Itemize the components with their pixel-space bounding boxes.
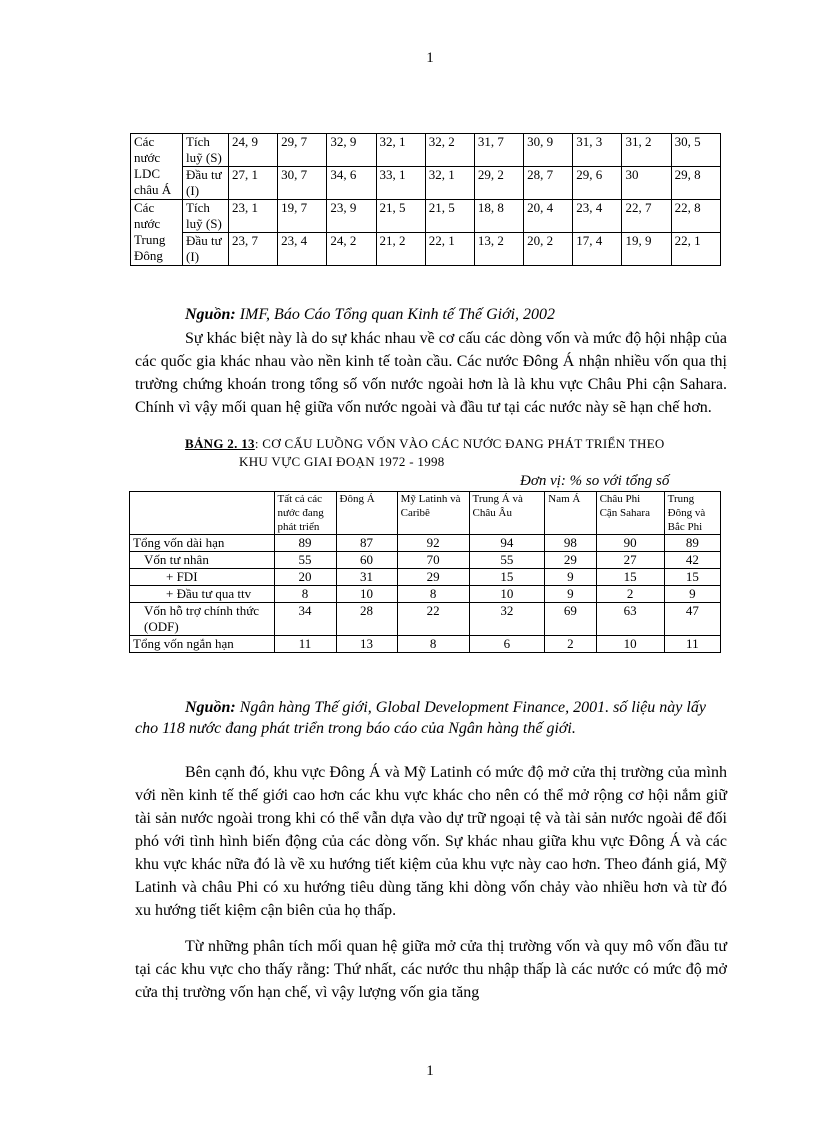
value-cell: 10	[336, 586, 397, 603]
value-cell: 42	[664, 552, 720, 569]
page-number-top: 1	[426, 50, 434, 66]
row-label: Tổng vốn dài hạn	[130, 535, 275, 552]
row-label: Vốn tư nhân	[130, 552, 275, 569]
value-cell: 13, 2	[474, 233, 523, 266]
value-cell: 60	[336, 552, 397, 569]
value-cell: 10	[469, 586, 545, 603]
value-cell: 15	[469, 569, 545, 586]
value-cell: 47	[664, 603, 720, 636]
value-cell: 15	[664, 569, 720, 586]
value-cell: 20, 2	[524, 233, 573, 266]
row-label: Vốn hỗ trợ chính thức (ODF)	[130, 603, 275, 636]
table-row	[130, 535, 721, 552]
header-cell: Đông Á	[336, 492, 397, 535]
value-cell: 27	[596, 552, 664, 569]
paragraph-1	[135, 327, 727, 419]
value-cell: 23, 4	[278, 233, 327, 266]
value-cell: 32, 1	[376, 134, 425, 167]
value-cell: 32, 9	[327, 134, 376, 167]
table-row	[131, 233, 721, 266]
value-cell: 29, 6	[573, 167, 622, 200]
value-cell: 15	[596, 569, 664, 586]
value-cell: 24, 2	[327, 233, 376, 266]
value-cell: 63	[596, 603, 664, 636]
table-row	[131, 200, 721, 233]
paragraph-text: Sự khác biệt này là do sự khác nhau về cơ cấu các dòng vốn và mức độ hội nhập của các quốc gia khác nhau vào nền kinh tế toàn cầu. Các nước Đông Á nhận nhiều vốn qua thị trường chứng khoán trong tổng số vốn nước ngoài hơn là là khu vực Châu Phi cận Sahara. Chính vì vậy mối quan hệ giữa vốn nước ngoài và đầu tư tại các nước này sẽ hạn chế hơn.	[135, 330, 727, 416]
value-cell: 23, 7	[228, 233, 277, 266]
value-cell: 18, 8	[474, 200, 523, 233]
caption-line-2: KHU VỰC GIAI ĐOẠN 1972 - 1998	[239, 454, 445, 469]
region-cell: Các nước LDC châu Á	[131, 134, 183, 200]
value-cell: 94	[469, 535, 545, 552]
table-row	[131, 167, 721, 200]
caption-line-1: : CƠ CẤU LUỒNG VỐN VÀO CÁC NƯỚC ĐANG PHÁT TRIỂN THEO	[254, 436, 665, 451]
table-row	[130, 636, 721, 653]
source-note-1	[185, 306, 555, 324]
value-cell: 20	[274, 569, 336, 586]
value-cell: 28	[336, 603, 397, 636]
value-cell: 23, 4	[573, 200, 622, 233]
table-row	[130, 569, 721, 586]
value-cell: 19, 7	[278, 200, 327, 233]
value-cell: 27, 1	[228, 167, 277, 200]
value-cell: 32, 1	[425, 167, 474, 200]
value-cell: 30, 9	[524, 134, 573, 167]
header-cell: Châu Phi Cận Sahara	[596, 492, 664, 535]
type-cell: Đầu tư (I)	[183, 167, 229, 200]
value-cell: 8	[397, 586, 469, 603]
value-cell: 21, 2	[376, 233, 425, 266]
value-cell: 70	[397, 552, 469, 569]
value-cell: 23, 1	[228, 200, 277, 233]
table-row	[131, 134, 721, 167]
value-cell: 34, 6	[327, 167, 376, 200]
unit-note: Đơn vị: % so với tổng số	[520, 473, 670, 489]
value-cell: 22	[397, 603, 469, 636]
value-cell: 9	[545, 569, 596, 586]
value-cell: 32, 2	[425, 134, 474, 167]
table-caption	[185, 435, 665, 471]
value-cell: 8	[274, 586, 336, 603]
value-cell: 31	[336, 569, 397, 586]
caption-label: BẢNG 2. 13	[185, 436, 255, 451]
value-cell: 24, 9	[228, 134, 277, 167]
header-cell-empty	[130, 492, 275, 535]
value-cell: 30, 5	[671, 134, 720, 167]
value-cell: 69	[545, 603, 596, 636]
value-cell: 31, 2	[622, 134, 671, 167]
value-cell: 22, 7	[622, 200, 671, 233]
source-label: Nguồn:	[185, 306, 236, 323]
table-row	[130, 603, 721, 636]
paragraph-3	[135, 935, 727, 1004]
type-cell: Tích luỹ (S)	[183, 134, 229, 167]
type-cell: Tích luỹ (S)	[183, 200, 229, 233]
paragraph-text: Bên cạnh đó, khu vực Đông Á và Mỹ Latinh có mức độ mở cửa thị trường của mình với nền kinh tế thế giới cao hơn các khu vực khác cho nên có thể mở rộng cơ hội nắm giữ tài sản nước ngoài trong khi có thể vẫn dựa vào dự trữ ngoại tệ và tài sản nước ngoài để đối phó với tình hình biến động của các dòng vốn. Sự khác nhau giữa khu vực Đông Á và các khu vực khác nữa đó là về xu hướng tiết kiệm của khu vực này cao hơn. Theo đánh giá, Mỹ Latinh và châu Phi có xu hướng tiêu dùng tăng khi dòng vốn chảy vào nhiều hơn và từ đó xu hướng tiết kiệm cận biên của họ thấp.	[135, 764, 727, 919]
header-cell: Tất cả các nước đang phát triển	[274, 492, 336, 535]
page-number-bottom: 1	[426, 1063, 434, 1079]
value-cell: 55	[274, 552, 336, 569]
value-cell: 29, 8	[671, 167, 720, 200]
value-cell: 28, 7	[524, 167, 573, 200]
value-cell: 55	[469, 552, 545, 569]
value-cell: 33, 1	[376, 167, 425, 200]
value-cell: 13	[336, 636, 397, 653]
value-cell: 17, 4	[573, 233, 622, 266]
value-cell: 34	[274, 603, 336, 636]
table-row	[130, 586, 721, 603]
value-cell: 31, 3	[573, 134, 622, 167]
value-cell: 8	[397, 636, 469, 653]
value-cell: 19, 9	[622, 233, 671, 266]
table-row	[130, 552, 721, 569]
value-cell: 9	[545, 586, 596, 603]
value-cell: 10	[596, 636, 664, 653]
table-header-row	[130, 492, 721, 535]
value-cell: 6	[469, 636, 545, 653]
value-cell: 90	[596, 535, 664, 552]
value-cell: 11	[664, 636, 720, 653]
region-cell: Các nước Trung Đông	[131, 200, 183, 266]
row-label: + FDI	[130, 569, 275, 586]
value-cell: 23, 9	[327, 200, 376, 233]
value-cell: 22, 1	[671, 233, 720, 266]
source-note-2	[135, 697, 727, 739]
paragraph-2	[135, 761, 727, 922]
value-cell: 20, 4	[524, 200, 573, 233]
row-label: Tổng vốn ngắn hạn	[130, 636, 275, 653]
header-cell: Trung Á và Châu Âu	[469, 492, 545, 535]
value-cell: 9	[664, 586, 720, 603]
header-cell: Nam Á	[545, 492, 596, 535]
value-cell: 2	[596, 586, 664, 603]
value-cell: 32	[469, 603, 545, 636]
value-cell: 22, 1	[425, 233, 474, 266]
value-cell: 92	[397, 535, 469, 552]
value-cell: 89	[664, 535, 720, 552]
savings-investment-table	[130, 133, 721, 266]
value-cell: 11	[274, 636, 336, 653]
source-text: Ngân hàng Thế giới, Global Development Finance, 2001. số liệu này lấy cho 118 nước đang phát triển trong báo cáo của Ngân hàng thế giới.	[135, 699, 706, 737]
value-cell: 22, 8	[671, 200, 720, 233]
value-cell: 31, 7	[474, 134, 523, 167]
capital-flow-table	[129, 491, 721, 653]
value-cell: 30	[622, 167, 671, 200]
value-cell: 98	[545, 535, 596, 552]
header-cell: Trung Đông và Bắc Phi	[664, 492, 720, 535]
row-label: + Đầu tư qua ttv	[130, 586, 275, 603]
source-label: Nguồn:	[185, 699, 236, 716]
paragraph-text: Từ những phân tích mối quan hệ giữa mở cửa thị trường vốn và quy mô vốn đầu tư tại các khu vực cho thấy rằng: Thứ nhất, các nước thu nhập thấp là các nước có mức độ mở cửa thị trường vốn hạn chế, vì vậy lượng vốn gia tăng	[135, 938, 727, 1001]
value-cell: 29	[397, 569, 469, 586]
value-cell: 2	[545, 636, 596, 653]
header-cell: Mỹ Latinh và Caribê	[397, 492, 469, 535]
value-cell: 29	[545, 552, 596, 569]
source-text: IMF, Báo Cáo Tổng quan Kinh tế Thế Giới, 2002	[235, 306, 556, 323]
value-cell: 30, 7	[278, 167, 327, 200]
value-cell: 21, 5	[376, 200, 425, 233]
value-cell: 21, 5	[425, 200, 474, 233]
value-cell: 89	[274, 535, 336, 552]
value-cell: 29, 2	[474, 167, 523, 200]
value-cell: 87	[336, 535, 397, 552]
type-cell: Đầu tư (I)	[183, 233, 229, 266]
value-cell: 29, 7	[278, 134, 327, 167]
